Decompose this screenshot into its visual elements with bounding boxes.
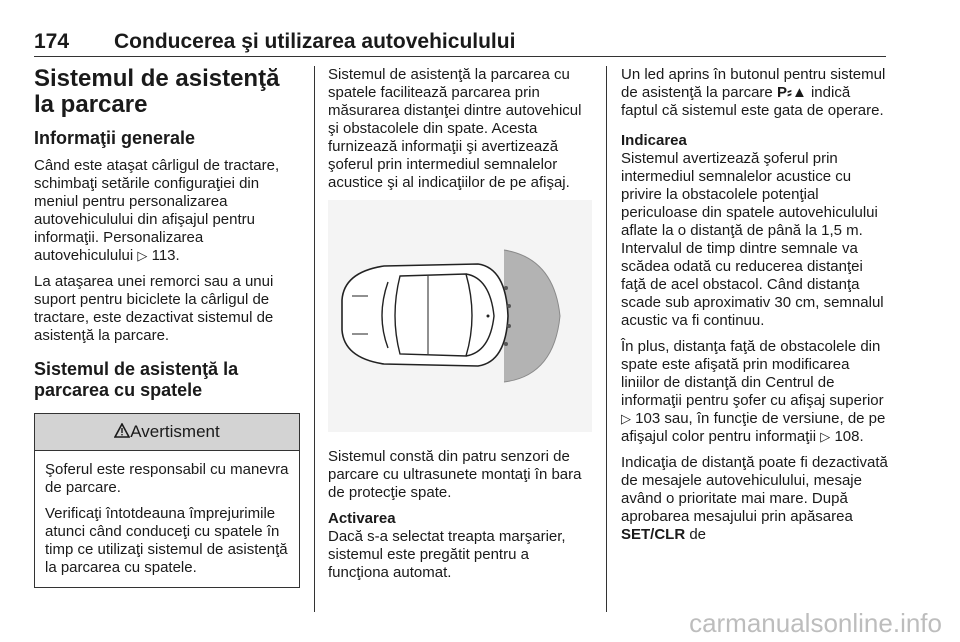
arrow-right-icon: ▷ xyxy=(820,429,831,444)
column-3 xyxy=(621,66,889,552)
paragraph: Când este ataşat cârligul de tractare, schimbaţi setările configuraţiei din meniul pentru personalizarea autovehiculului din afişajul pentru informaţii. Personalizarea autovehiculului ▷ 113. xyxy=(34,157,280,264)
car-top-view-sensors-illustration xyxy=(328,200,592,432)
paragraph: Sistemul constă din patru senzori de parcare cu ultrasunete montaţi în bara de protecţie spate. xyxy=(328,448,582,501)
subheading-rear-parking: Sistemul de asistenţă la parcarea cu spatele xyxy=(34,359,239,400)
watermark: carmanualsonline.info xyxy=(689,608,942,638)
warning-title: Avertisment xyxy=(130,422,220,441)
chapter-title: Conducerea şi utilizarea autovehiculului xyxy=(114,30,516,53)
arrow-right-icon: ▷ xyxy=(621,411,631,426)
parking-assist-icon: P⸗▲ xyxy=(776,84,807,101)
paragraph: Dacă s-a selectat treapta marşarier, sistemul este pregătit pentru a funcţiona automat. xyxy=(328,528,566,581)
warning-text: Şoferul este responsabil cu manevra de parcare. xyxy=(45,461,289,496)
subheading-general: Informaţii generale xyxy=(34,128,196,148)
column-2 xyxy=(328,66,592,590)
page-number: 174 xyxy=(34,30,70,53)
paragraph: La ataşarea unei remorci sau a unui suport pentru biciclete la cârligul de tractare, este dezactivat sistemul de asistenţă la parcare. xyxy=(34,273,274,344)
warning-triangle-icon xyxy=(114,423,130,442)
paragraph: Sistemul de asistenţă la parcarea cu spatele facilitează parcarea prin măsurarea distanţei dintre autovehicul şi obstacolele din spate. Acesta furnizează informaţii şi avertizează şoferul prin intermediul semnalelor acustice şi al indicaţiilor de pe afişaj. xyxy=(328,66,582,191)
warning-header xyxy=(35,414,299,451)
column-divider xyxy=(606,66,607,612)
arrow-right-icon: ▷ xyxy=(137,248,148,263)
section-title: Sistemul de asistenţă la parcare xyxy=(34,65,280,118)
paragraph: Indicaţia de distanţă poate fi dezactivată de mesajele autovehiculului, mesaje având o prioritate mai mare. După aprobarea mesajului prin apăsarea SET/CLR de xyxy=(621,454,888,543)
paragraph: Sistemul avertizează şoferul prin intermediul semnalelor acustice cu privire la obstacolele potenţial periculoase din spatele autovehiculului aflate la o distanţă de până la 1,5 m. Intervalul de timp dintre semnale va scădea odată cu reducerea distanţei faţă de acel obstacol. Când distanţa scade sub aproximativ 30 cm, semnalul acustic va fi continuu. xyxy=(621,150,884,329)
warning-text: Verificaţi întotdeauna împrejurimile atunci când conduceţi cu spatele în timp ce utilizaţi sistemul de asistenţă la parcarea cu spatele. xyxy=(45,505,288,576)
subheading-indication: Indicarea xyxy=(621,132,687,149)
warning-box xyxy=(34,413,300,588)
paragraph: Un led aprins în butonul pentru sistemul de asistenţă la parcare P⸗▲ indică faptul că sistemul este gata de operare. xyxy=(621,66,886,119)
set-clr-label: SET/CLR xyxy=(621,526,686,543)
column-1 xyxy=(34,66,300,588)
page-header xyxy=(34,22,886,57)
column-divider xyxy=(314,66,315,612)
subheading-activation: Activarea xyxy=(328,510,396,527)
paragraph: În plus, distanţa faţă de obstacolele din spate este afişată prin modificarea liniilor de distanţă din Centrul de informaţii pentru şofer cu afişaj superior ▷ 103 sau, în funcţie de versiune, de pe afişajul color pentru informaţii ▷ 108. xyxy=(621,338,886,445)
